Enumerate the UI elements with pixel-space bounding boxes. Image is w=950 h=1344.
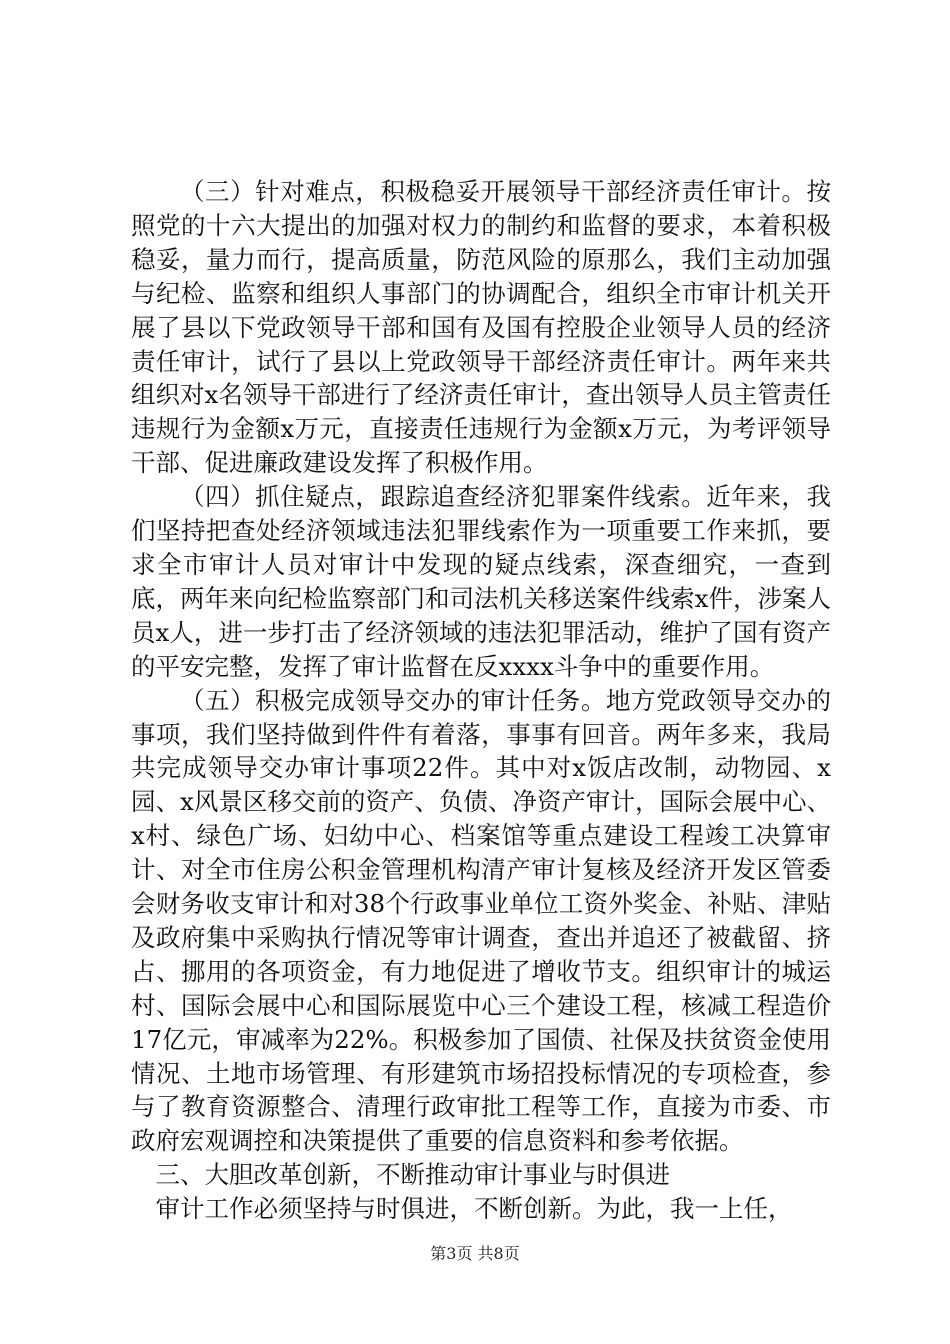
paragraph-audit-economic-responsibility: （三）针对难点，积极稳妥开展领导干部经济责任审计。按照党的十六大提出的加强对权力的制约和监督的要求，本着积极稳妥，量力而行，提高质量，防范风险的原那么，我们主动加强与纪检、监察和组织人事部门的协调配合，组织全市审计机关开展了县以下党政领导干部和国有及国有控股企业领导人员的经济责任审计，试行了县以上党政领导干部经济责任审计。两年来共组织对x名领导干部进行了经济责任审计，查出领导人员主管责任违规行为金额x万元，直接责任违规行为金额x万元，为考评领导干部、促进廉政建设发挥了积极作用。: [131, 177, 831, 478]
paragraph-assigned-tasks: （五）积极完成领导交办的审计任务。地方党政领导交办的事项，我们坚持做到件件有着落，事事有回音。两年多来，我局共完成领导交办审计事项22件。其中对x饭店改制，动物园、x园、x风景区移交前的资产、负债、净资产审计，国际会展中心、x村、绿色广场、妇幼中心、档案馆等重点建设工程竣工决算审计、对全市住房公积金管理机构清产审计复核及经济开发区管委会财务收支审计和对38个行政事业单位工资外奖金、补贴、津贴及政府集中采购执行情况等审计调查，查出并追还了被截留、挤占、挪用的各项资金，有力地促进了增收节支。组织审计的城运村、国际会展中心和国际展览中心三个建设工程，核减工程造价17亿元，审减率为22%。积极参加了国债、社保及扶贫资金使用情况、土地市场管理、有形建筑市场招投标情况的专项检查，参与了教育资源整合、清理行政审批工程等工作，直接为市委、市政府宏观调控和决策提供了重要的信息资料和参考依据。: [131, 685, 831, 1156]
section-heading-reform: 三、大胆改革创新，不断推动审计事业与时俱进: [155, 1160, 670, 1190]
document-body: [131, 175, 831, 1226]
paragraph-innovation-start: 审计工作必须坚持与时俱进，不断创新。为此，我一上任，: [155, 1194, 793, 1224]
paragraph-crime-clues: （四）抓住疑点，跟踪追查经济犯罪案件线索。近年来，我们坚持把查处经济领域违法犯罪线索作为一项重要工作来抓，要求全市审计人员对审计中发现的疑点线索，深查细究，一查到底，两年来向纪检监察部门和司法机关移送案件线索x件，涉案人员x人，进一步打击了经济领域的违法犯罪活动，维护了国有资产的平安完整，发挥了审计监督在反xxxx斗争中的重要作用。: [131, 482, 831, 681]
page-footer: 第3页 共8页: [430, 1244, 520, 1263]
